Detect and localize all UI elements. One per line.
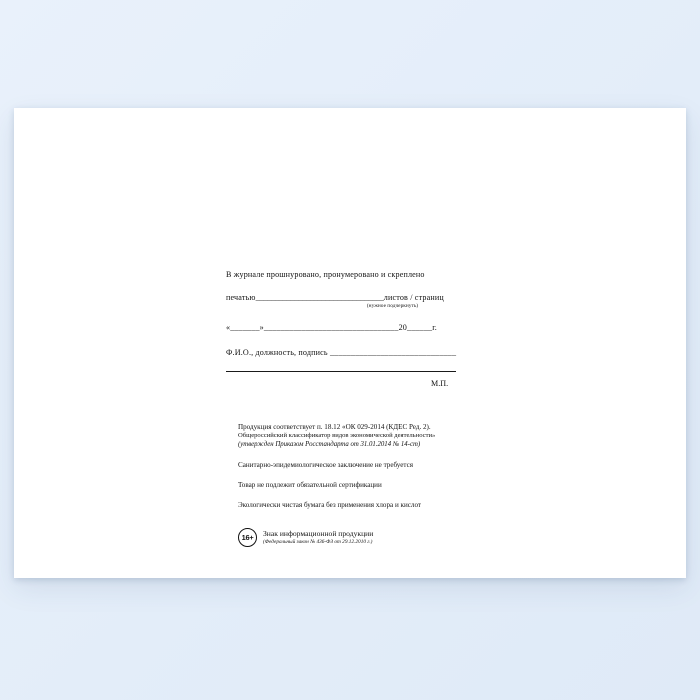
signature-blank-rule[interactable] [226, 370, 456, 372]
seal-label: печатью [226, 293, 256, 303]
age-rating-icon: 16+ [238, 528, 257, 547]
certification-note: Товар не подлежит обязательной сертификации [238, 480, 382, 489]
document-page-content [14, 108, 686, 578]
document-page [14, 108, 686, 578]
stamp-place-label: М.П. [431, 379, 449, 389]
seal-suffix: листов / страниц [383, 293, 444, 303]
underline-hint: (нужное подчеркнуть) [366, 303, 419, 310]
eco-paper-note: Экологически чистая бумага без применения хлора и кислот [238, 501, 422, 510]
signature-line-seal [226, 293, 501, 303]
seal-fill-line[interactable]: _________________________________ [255, 293, 384, 303]
age-rating-law: (Федеральный закон № 436-ФЗ от 29.12.2010 г.) [263, 538, 373, 545]
conformity-line-3: (утвержден Приказом Росстандарта от 31.01.2014 № 14-ст) [238, 440, 421, 448]
signature-block [226, 270, 501, 388]
sanitary-note: Санитарно-эпидемиологическое заключение не требуется [238, 460, 414, 469]
signature-line-date[interactable]: «_______»________________________________20______г. [226, 323, 437, 333]
age-rating-title: Знак информационной продукции [263, 528, 374, 538]
signature-line-statement: В журнале прошнуровано, пронумеровано и скреплено [226, 270, 425, 279]
conformity-line-2: Общероссийский классификатор видов экономической деятельности» [238, 432, 436, 440]
legal-block [238, 423, 518, 510]
age-rating-row [238, 528, 373, 547]
signature-line-name[interactable]: Ф.И.О., должность, подпись ______________________________ [226, 348, 457, 358]
age-rating-text [263, 530, 373, 545]
conformity-line-1: Продукция соответствует п. 18.12 «ОК 029-2014 (КДЕС Ред. 2). [238, 423, 431, 431]
